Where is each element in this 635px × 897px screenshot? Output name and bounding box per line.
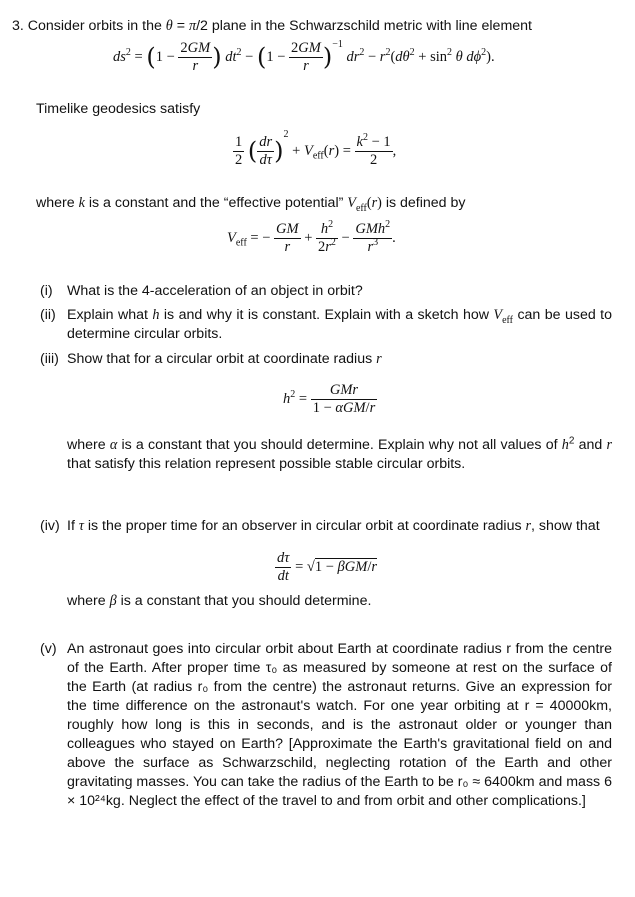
part-iii-after: where α is a constant that you should determine. Explain why not all values of $h^2$ and r that satisfy this relation represent possible stable circular orbits. xyxy=(67,435,612,472)
part-ii-label: (ii) xyxy=(40,307,56,323)
part-v-text: An astronaut goes into circular orbit about Earth at coordinate radius r from the centre of the Earth. After proper time τ₀ as measured by someone at rest on the surface of the Earth (at radius r₀ from the centre) the astronaut returns. Give an expression for the time difference on the astronaut's watch. For one year orbiting at r = 40000km, roughly how long is this in seconds, and is the astronaut older or younger than colleagues who stayed on Earth? [Approximate the Earth's gravitational field on and above the surface as Schwarzschild, neglecting rotation of the Earth and other gravitating masses. You can take the radius of the Earth to be r₀ ≈ 6400km and mass 6 × 10²⁴kg. Neglect the effect of the travel to and from orbit and other complications.] xyxy=(67,641,612,809)
part-iv-label: (iv) xyxy=(40,518,60,534)
proper-time-equation: $\frac{d\tau}{dt}$ = √1 − βGM/r xyxy=(277,550,377,584)
part-iii-text: Show that for a circular orbit at coordinate radius r xyxy=(67,351,382,367)
part-i-text: What is the 4-acceleration of an object in orbit? xyxy=(67,283,363,299)
part-iv-text: If τ is the proper time for an observer in circular orbit at coordinate radius r, show that xyxy=(67,518,600,534)
part-iv-after: where β is a constant that you should determine. xyxy=(67,593,372,609)
part-i-label: (i) xyxy=(40,283,53,299)
geodesic-equation: $\frac{1}{2}$ ( $\frac{dr}{d\tau}$ )$^2 + V_{eff}(r)$ = $\frac{k^2 - 1}{2}$ , xyxy=(235,129,397,168)
timelike-text: Timelike geodesics satisfy xyxy=(36,101,201,117)
part-ii-text: Explain what h is and why it is constant. Explain with a sketch how $V_{eff}$ can be used to determine circular orbits. xyxy=(67,307,613,342)
question-intro: 3. Consider orbits in the θ = π/2 plane in the Schwarzschild metric with line element xyxy=(12,18,532,34)
line-element-equation: $ds^2 = (1$ − $\frac{2GM}{r}$ ) $dt^2 - (1$ − $\frac{2GM}{r}$ )$^{-1}$ $dr^2 - r^2(d\theta^2 + \sin^2 \theta$ $d\phi^2$). xyxy=(113,39,495,74)
where-k-text: where k is a constant and the “effective potential” $V_{eff}(r)$ is defined by xyxy=(36,195,466,214)
question-number: 3. xyxy=(12,18,24,34)
effective-potential-equation: $V_{eff}$ = − $\frac{GM}{r}$ + $\frac{h^2}{2r^2}$ − $\frac{GMh^2}{r^3}$ . xyxy=(227,219,396,255)
part-v-label: (v) xyxy=(40,641,57,657)
part-iii-label: (iii) xyxy=(40,351,59,367)
circular-orbit-equation: $h^2$ = $\frac{\text{GMr}}{\text{1 − αGM/r}}$ xyxy=(283,382,376,416)
